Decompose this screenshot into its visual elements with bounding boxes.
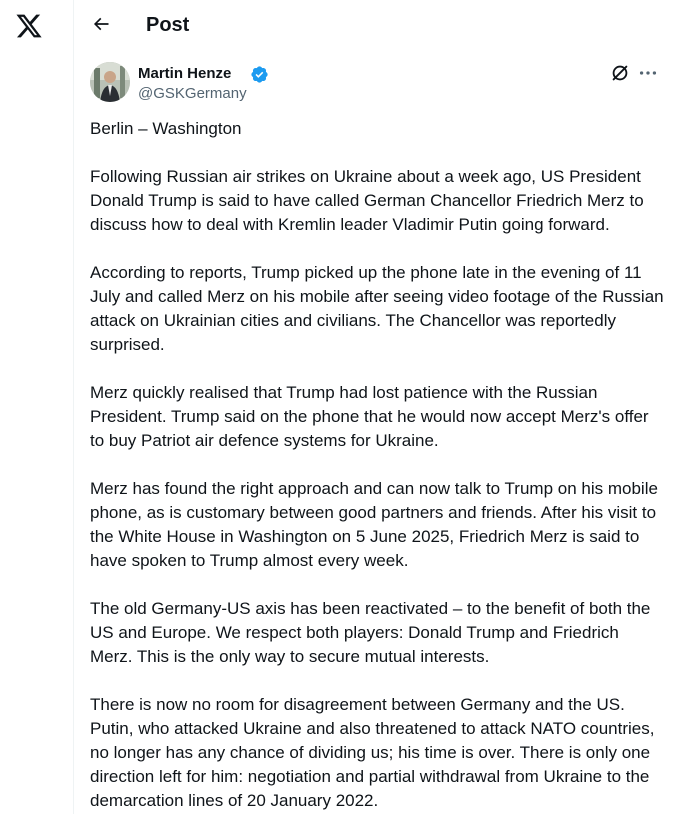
post-paragraph: According to reports, Trump picked up the phone late in the evening of 11 July and called Merz on his mobile after seeing video footage of the Russian attack on Ukrainian cities and civilians. The Chancellor was reportedly surprised. [90,263,669,354]
back-button[interactable] [86,9,116,39]
post-header [74,0,683,50]
post-paragraph: The old Germany-US axis has been reactivated – to the benefit of both the US and Europe. We respect both players: Donald Trump and Friedrich Merz. This is the only way to secure mutual interests. [90,599,656,666]
post-paragraph: There is now no room for disagreement between Germany and the US. Putin, who attacked Ukraine and also threatened to attack NATO countries, no longer has any chance of dividing us; his time is over. There is only one direction left for him: negotiation and partial withdrawal from Ukraine to the demarcation lines of 20 January 2022. [90,695,660,810]
post-text [90,117,669,814]
page-title: Post [146,14,190,36]
post-author-row [90,60,667,108]
post-paragraph: Merz quickly realised that Trump had lost patience with the Russian President. Trump said on the phone that he would now accept Merz's offer to buy Patriot air defence systems for Ukraine. [90,383,654,450]
left-navigation-rail [0,0,74,814]
arrow-left-icon [91,14,111,34]
more-horizontal-icon[interactable] [637,62,659,84]
post-detail-column [74,0,683,814]
author-handle[interactable]: @GSKGermany [138,85,247,102]
verified-badge-icon [250,65,269,84]
post-paragraph: Following Russian air strikes on Ukraine about a week ago, US President Donald Trump is said to have called German Chancellor Friedrich Merz to discuss how to deal with Kremlin leader Vladimir Putin going forward. [90,167,649,234]
author-name[interactable]: Martin Henze [138,65,232,82]
x-logo-icon[interactable] [15,12,43,40]
grok-icon[interactable] [609,62,631,84]
avatar[interactable] [90,62,130,102]
post-paragraph: Merz has found the right approach and can now talk to Trump on his mobile phone, as is customary between good partners and friends. After his visit to the White House in Washington on 5 June 2025, Friedrich Merz is said to have spoken to Trump almost every week. [90,479,663,570]
post-paragraph: Berlin – Washington [90,119,242,138]
